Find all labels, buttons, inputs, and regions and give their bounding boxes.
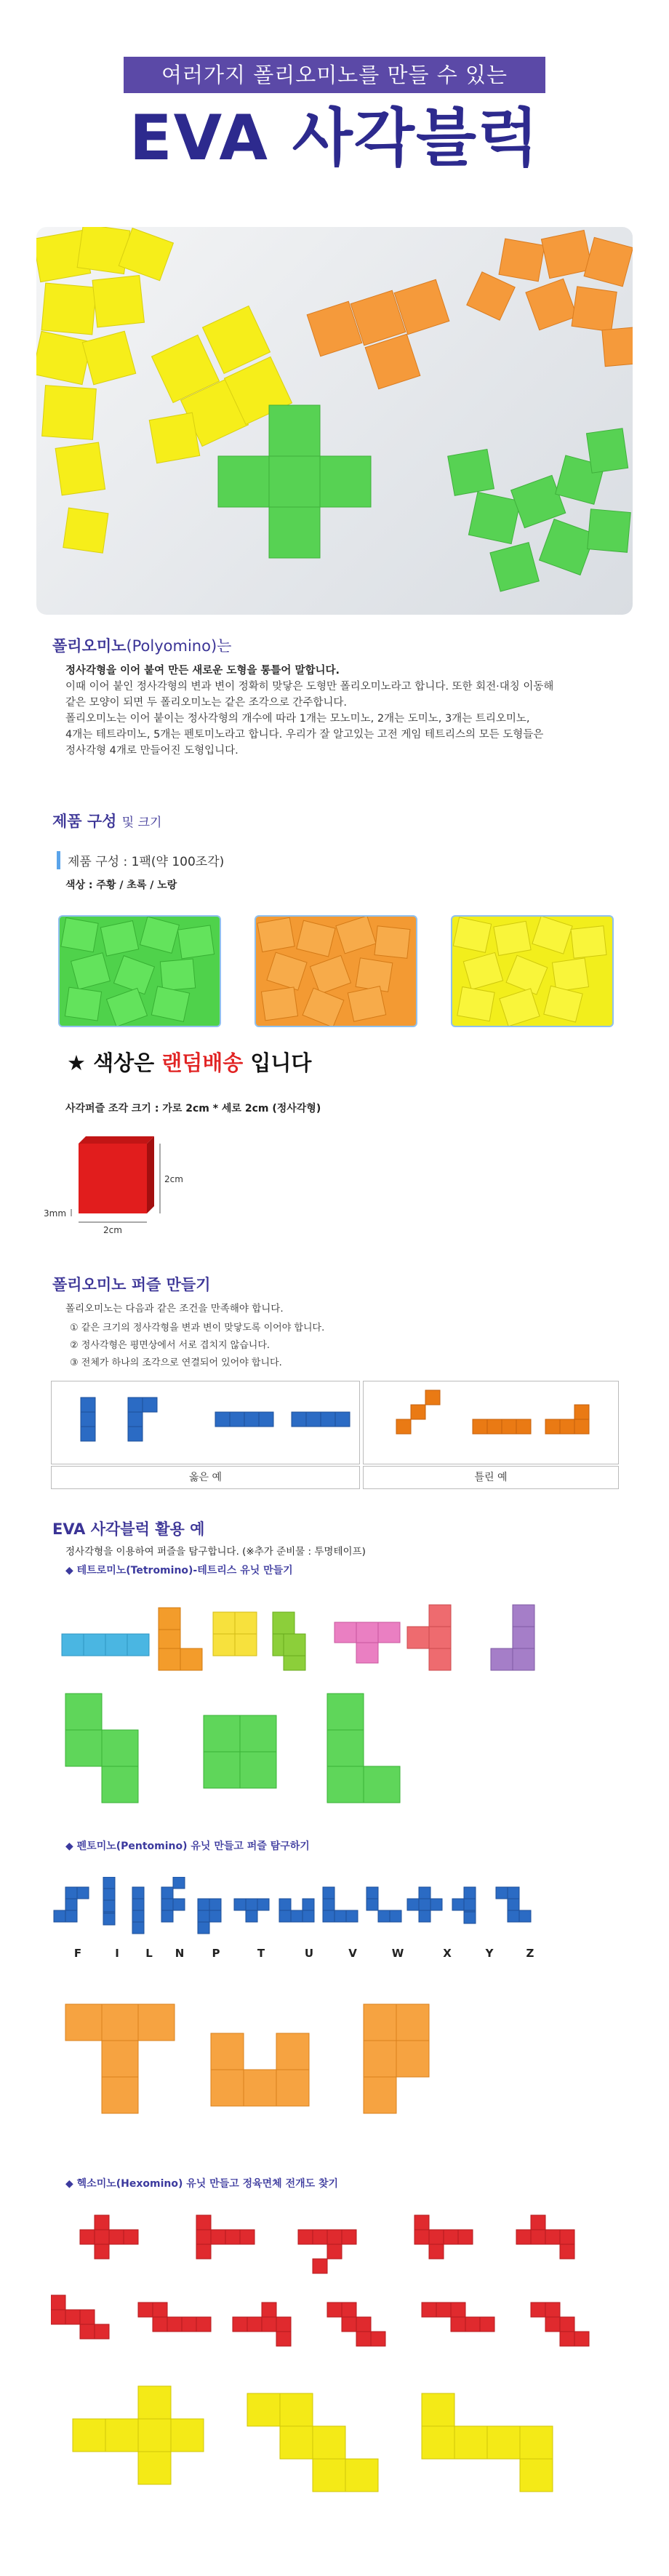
pentomino-title: ◆ 펜토미노(Pentomino) 유닛 만들고 퍼즐 탐구하기 bbox=[65, 1841, 310, 1852]
puzzle-rule: ② 정사각형은 평면상에서 서로 겹치지 않습니다. bbox=[70, 1340, 271, 1351]
hero-subtitle-band bbox=[124, 57, 545, 93]
product-photo-illustration bbox=[36, 227, 633, 615]
pentomino-letters bbox=[67, 1947, 620, 1961]
usage-intro: 정사각형을 이용하여 퍼즐을 탐구합니다. (※추가 준비물 : 투명테이프) bbox=[65, 1546, 366, 1558]
colors-label: 색상 : 주황 / 초록 / 노랑 bbox=[65, 880, 177, 891]
polyomino-line: 4개는 테트라미노, 5개는 펜토미노라고 합니다. 우리가 잘 알고있는 고전 게임 테트리스의 모든 도형들은 bbox=[65, 729, 544, 741]
green-swatch-pieces bbox=[60, 917, 220, 1026]
puzzle-rule: ① 같은 크기의 정사각형을 변과 변이 맞닿도록 이어야 합니다. bbox=[70, 1323, 325, 1333]
pentomino-letter: F bbox=[73, 1947, 82, 1960]
tetromino-title: ◆ 테트로미노(Tetromino)-테트리스 유닛 만들기 bbox=[65, 1565, 293, 1576]
puzzle-intro: 폴리오미노는 다음과 같은 조건을 만족해야 합니다. bbox=[65, 1303, 284, 1315]
wrong-example-caption: 틀린 예 bbox=[363, 1466, 619, 1489]
hero-title: EVA 사각블럭 bbox=[129, 102, 540, 175]
pentomino-letter: P bbox=[212, 1947, 220, 1960]
usage-heading: EVA 사각블럭 활용 예 bbox=[52, 1520, 205, 1538]
hero-subtitle: 여러가지 폴리오미노를 만들 수 있는 bbox=[161, 63, 508, 87]
yellow-swatch bbox=[451, 915, 614, 1027]
puzzle-rule: ③ 전체가 하나의 조각으로 연결되어 있어야 합니다. bbox=[70, 1357, 282, 1368]
correct-examples-box bbox=[51, 1381, 360, 1464]
tetromino-row bbox=[58, 1599, 611, 1672]
dim-width-label: 2cm bbox=[103, 1225, 122, 1235]
pentomino-letter: X bbox=[443, 1947, 452, 1960]
polyomino-lead: 정사각형을 이어 붙여 만든 새로운 도형을 통틀어 말합니다. bbox=[65, 665, 340, 677]
pentomino-letter: Y bbox=[485, 1947, 494, 1960]
orange-pentomino-row bbox=[58, 1990, 611, 2146]
puzzle-rules-list bbox=[70, 1320, 324, 1372]
pentomino-letter: W bbox=[391, 1947, 404, 1960]
pentomino-letter: U bbox=[304, 1947, 314, 1960]
config-label: 제품 구성 : 1팩(약 100조각) bbox=[57, 851, 224, 869]
composition-heading: 제품 구성 및 크기 bbox=[52, 813, 162, 830]
polyomino-line: 이때 이어 붙인 정사각형의 변과 변이 정확히 맞닿은 도형만 폴리오미노라고 합니다. 또한 회전·대칭 이동해 bbox=[65, 681, 554, 693]
hexomino-title: ◆ 헥소미노(Hexomino) 유닛 만들고 정육면체 전개도 찾기 bbox=[65, 2178, 339, 2190]
yellow-hexomino-row bbox=[58, 2379, 611, 2532]
size-label: 사각퍼즐 조각 크기 : 가로 2cm * 세로 2cm (정사각형) bbox=[65, 1103, 321, 1114]
pentomino-letter: T bbox=[257, 1947, 265, 1960]
pentomino-letter: N bbox=[175, 1947, 185, 1960]
block-dimension-diagram bbox=[44, 1120, 233, 1251]
pentomino-row bbox=[52, 1877, 627, 1946]
pentomino-letter: V bbox=[348, 1947, 357, 1960]
polyomino-line: 폴리오미노는 이어 붙이는 정사각형의 개수에 따라 1개는 모노미노, 2개는 도미노, 3개는 트리오미노, bbox=[65, 713, 530, 725]
green-swatch bbox=[58, 915, 221, 1027]
puzzle-heading: 폴리오미노 퍼즐 만들기 bbox=[52, 1276, 211, 1293]
wrong-examples-box bbox=[363, 1381, 619, 1464]
green-tetromino-row bbox=[58, 1686, 611, 1810]
yellow-swatch-pieces bbox=[452, 917, 612, 1026]
hexomino-row bbox=[51, 2208, 625, 2353]
pentomino-letter: L bbox=[145, 1947, 153, 1960]
dim-height-label: 2cm bbox=[164, 1174, 183, 1184]
polyomino-line: 정사각형 4개로 만들어진 도형입니다. bbox=[65, 745, 239, 757]
wrong-examples bbox=[364, 1381, 618, 1464]
polyomino-description bbox=[65, 663, 640, 759]
product-photo bbox=[36, 227, 633, 615]
pentomino-letter: I bbox=[115, 1947, 119, 1960]
polyomino-heading: 폴리오미노(Polyomino)는 bbox=[52, 637, 232, 655]
polyomino-line: 같은 모양이 되면 두 폴리오미노는 같은 조각으로 간주합니다. bbox=[65, 697, 348, 709]
correct-examples bbox=[52, 1381, 359, 1464]
correct-example-caption: 옳은 예 bbox=[51, 1466, 360, 1489]
dim-depth-label: 3mm bbox=[44, 1208, 67, 1219]
orange-swatch bbox=[255, 915, 417, 1027]
pentomino-letter: Z bbox=[526, 1947, 534, 1960]
random-shipping-notice: ★ 색상은 랜덤배송 입니다 bbox=[67, 1050, 312, 1075]
orange-swatch-pieces bbox=[256, 917, 416, 1026]
